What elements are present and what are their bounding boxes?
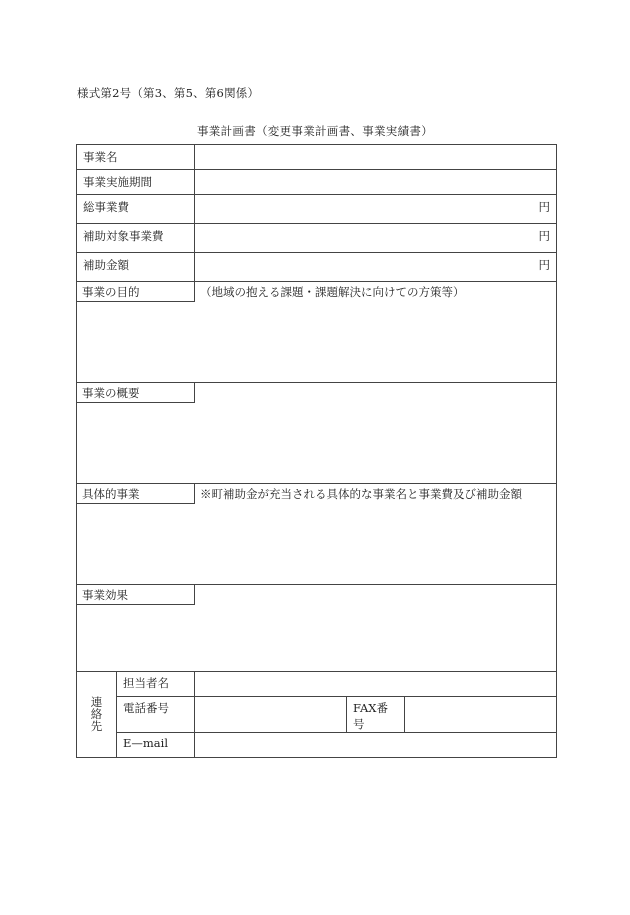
total-cost-label: 総事業費	[77, 195, 195, 224]
total-cost-field[interactable]	[195, 195, 557, 224]
specific-hint: ※町補助金が充当される具体的な事業名と事業費及び補助金額	[200, 487, 522, 501]
project-plan-form	[76, 144, 556, 758]
email-field[interactable]	[195, 733, 557, 758]
contact-side-label	[77, 672, 117, 758]
person-field[interactable]	[195, 672, 557, 697]
contact-char: 絡	[90, 707, 103, 721]
phone-field[interactable]	[195, 697, 347, 733]
project-name-field[interactable]	[195, 145, 557, 170]
email-label: E—mail	[117, 733, 195, 758]
effect-section[interactable]	[77, 585, 557, 672]
purpose-section[interactable]	[77, 282, 557, 383]
purpose-hint: （地域の抱える課題・課題解決に向けての方策等）	[200, 285, 465, 299]
subsidy-amount-label: 補助金額	[77, 253, 195, 282]
period-label: 事業実施期間	[77, 170, 195, 195]
effect-label: 事業効果	[77, 585, 195, 605]
subsidy-amount-field[interactable]	[195, 253, 557, 282]
fax-label: FAX番号	[347, 697, 405, 733]
form-number: 様式第2号（第3、第5、第6関係）	[77, 86, 260, 100]
specific-section[interactable]	[77, 484, 557, 585]
fax-field[interactable]	[405, 697, 557, 733]
yen-unit: 円	[538, 229, 551, 243]
eligible-cost-label: 補助対象事業費	[77, 224, 195, 253]
contact-char: 連	[90, 695, 103, 709]
overview-label: 事業の概要	[77, 383, 195, 403]
yen-unit: 円	[538, 200, 551, 214]
contact-char: 先	[90, 719, 103, 733]
specific-label: 具体的事業	[77, 484, 195, 504]
phone-label: 電話番号	[117, 697, 195, 733]
plan-table	[76, 144, 557, 758]
project-name-label: 事業名	[77, 145, 195, 170]
purpose-label: 事業の目的	[77, 282, 195, 302]
person-label: 担当者名	[117, 672, 195, 697]
eligible-cost-field[interactable]	[195, 224, 557, 253]
yen-unit: 円	[538, 258, 551, 272]
period-field[interactable]	[195, 170, 557, 195]
overview-section[interactable]	[77, 383, 557, 484]
document-title: 事業計画書（変更事業計画書、事業実績書）	[197, 124, 433, 138]
